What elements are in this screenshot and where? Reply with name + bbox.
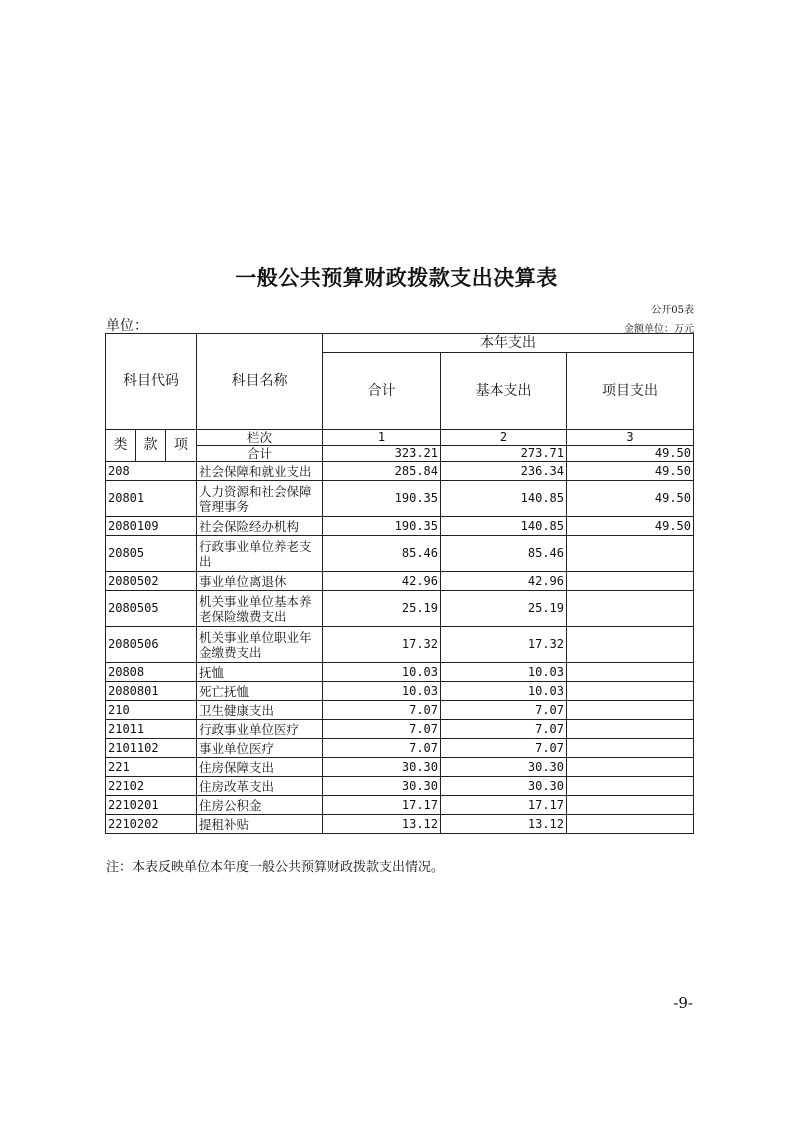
header-kuan: 款 [136,430,166,462]
form-code: 公开05表 [651,305,694,316]
row-code: 2210201 [106,796,197,815]
table-row [106,572,694,591]
row-basic: 236.34 [441,462,567,481]
table-row [106,627,694,663]
row-code: 2080506 [106,627,197,663]
row-total: 285.84 [323,462,441,481]
row-total: 7.07 [323,720,441,739]
row-project [567,663,694,682]
row-name: 事业单位医疗 [197,739,323,758]
table-row [106,720,694,739]
table-row [106,682,694,701]
header-col-index: 栏次 [197,430,323,446]
row-project [567,591,694,627]
row-name: 机关事业单位基本养老保险缴费支出 [197,591,323,627]
row-basic: 30.30 [441,777,567,796]
row-basic: 10.03 [441,682,567,701]
row-project: 49.50 [567,517,694,536]
row-code: 2080502 [106,572,197,591]
expenditure-table [105,333,694,834]
row-basic: 17.17 [441,796,567,815]
table-row [106,536,694,572]
header-basic: 基本支出 [441,353,567,430]
row-code: 21011 [106,720,197,739]
header-lei: 类 [106,430,136,462]
row-total: 10.03 [323,682,441,701]
row-name: 住房公积金 [197,796,323,815]
row-basic: 7.07 [441,739,567,758]
row-name: 卫生健康支出 [197,701,323,720]
row-total: 7.07 [323,739,441,758]
row-project [567,777,694,796]
row-total: 30.30 [323,758,441,777]
header-total: 合计 [323,353,441,430]
row-project [567,758,694,777]
table-row [106,663,694,682]
row-total: 10.03 [323,663,441,682]
table-row [106,462,694,481]
row-project [567,682,694,701]
row-name: 死亡抚恤 [197,682,323,701]
header-subject-code: 科目代码 [106,334,197,430]
row-code: 2210202 [106,815,197,834]
row-basic: 85.46 [441,536,567,572]
row-name: 机关事业单位职业年金缴费支出 [197,627,323,663]
row-total: 85.46 [323,536,441,572]
unit-note: 金额单位：万元 [624,324,694,335]
header-this-year: 本年支出 [323,334,694,353]
table-row [106,481,694,517]
row-total: 17.32 [323,627,441,663]
row-basic: 7.07 [441,701,567,720]
row-name: 住房保障支出 [197,758,323,777]
footnote: 注：本表反映单位本年度一般公共预算财政拨款支出情况。 [106,860,445,875]
row-project [567,701,694,720]
row-total: 17.17 [323,796,441,815]
row-code: 2080109 [106,517,197,536]
row-code: 20805 [106,536,197,572]
row-code: 2101102 [106,739,197,758]
table-row [106,739,694,758]
row-basic: 140.85 [441,481,567,517]
table-row [106,517,694,536]
row-code: 2080801 [106,682,197,701]
row-project: 49.50 [567,481,694,517]
row-name: 人力资源和社会保障管理事务 [197,481,323,517]
row-name: 社会保障和就业支出 [197,462,323,481]
total-label: 合计 [197,446,323,462]
row-code: 22102 [106,777,197,796]
table-row [106,591,694,627]
row-basic: 30.30 [441,758,567,777]
header-col-2: 2 [441,430,567,446]
row-basic: 140.85 [441,517,567,536]
row-project [567,815,694,834]
row-project [567,627,694,663]
table-row [106,777,694,796]
row-total: 25.19 [323,591,441,627]
table-row [106,815,694,834]
row-basic: 13.12 [441,815,567,834]
row-total: 13.12 [323,815,441,834]
row-basic: 25.19 [441,591,567,627]
row-basic: 17.32 [441,627,567,663]
row-name: 社会保险经办机构 [197,517,323,536]
row-project [567,536,694,572]
row-code: 2080505 [106,591,197,627]
header-xiang: 项 [166,430,197,462]
row-name: 行政事业单位医疗 [197,720,323,739]
total-value: 323.21 [323,446,441,462]
row-code: 20801 [106,481,197,517]
row-name: 行政事业单位养老支出 [197,536,323,572]
row-total: 7.07 [323,701,441,720]
row-code: 210 [106,701,197,720]
row-name: 事业单位离退休 [197,572,323,591]
table-row [106,796,694,815]
row-project: 49.50 [567,462,694,481]
header-col-3: 3 [567,430,694,446]
header-col-1: 1 [323,430,441,446]
table-row [106,701,694,720]
row-project [567,796,694,815]
row-project [567,720,694,739]
row-basic: 7.07 [441,720,567,739]
row-project [567,572,694,591]
row-name: 抚恤 [197,663,323,682]
row-name: 住房改革支出 [197,777,323,796]
header-subject-name: 科目名称 [197,334,323,430]
row-code: 208 [106,462,197,481]
row-basic: 10.03 [441,663,567,682]
row-total: 190.35 [323,517,441,536]
row-total: 30.30 [323,777,441,796]
total-project: 49.50 [567,446,694,462]
page-number: -9- [673,994,693,1012]
row-code: 20808 [106,663,197,682]
row-code: 221 [106,758,197,777]
row-project [567,739,694,758]
row-total: 190.35 [323,481,441,517]
page-title: 一般公共预算财政拨款支出决算表 [235,266,558,290]
table-row [106,758,694,777]
row-basic: 42.96 [441,572,567,591]
row-total: 42.96 [323,572,441,591]
row-name: 提租补贴 [197,815,323,834]
unit-label: 单位： [106,318,148,334]
total-basic: 273.71 [441,446,567,462]
header-project: 项目支出 [567,353,694,430]
